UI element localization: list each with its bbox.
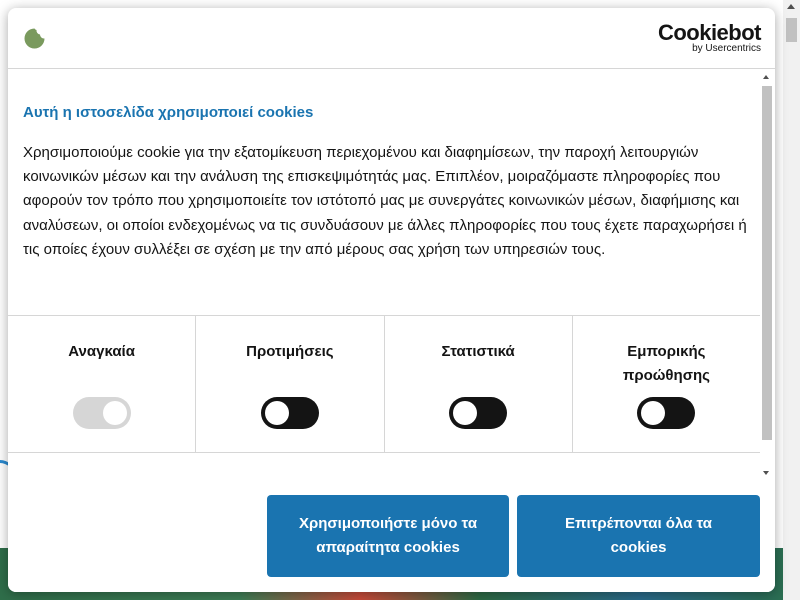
dialog-scrollbar[interactable] — [760, 70, 774, 480]
toggle-knob — [453, 401, 477, 425]
banner-description: Χρησιμοποιούμε cookie για την εξατομίκευση περιεχομένου και διαφημίσεων, την παροχή λειτουργιών κοινωνικών μέσων και την ανάλυση της επισκεψιμότητάς μας. Επιπλέον, μοιραζόμαστε πληροφορίες που αφορούν τον τρόπο που χρησιμοποιείτε τον ιστότοπό μας με συνεργάτες κοινωνικών μέσων, διαφήμισης και αναλύσεων, οι οποίοι ενδεχομένως να τις συνδυάσουν με άλλες πληροφορίες που τους έχετε παραχωρήσει ή τις οποίες έχουν συλλέξει σε σχέση με την από μέρους σας χρήση των υπηρεσιών τους. — [23, 144, 747, 258]
toggle-knob — [103, 401, 127, 425]
allow-all-cookies-button[interactable]: Επιτρέπονται όλα τα cookies — [517, 495, 760, 577]
dialog-scrollbar-thumb[interactable] — [762, 86, 772, 440]
toggle-knob — [641, 401, 665, 425]
scroll-up-arrow-icon[interactable] — [787, 4, 795, 9]
statistics-toggle[interactable] — [449, 397, 507, 429]
category-marketing — [573, 316, 760, 452]
use-necessary-only-button[interactable]: Χρησιμοποιήστε μόνο τα απαραίτητα cookies — [267, 495, 509, 577]
category-preferences — [196, 316, 384, 452]
page-scrollbar[interactable] — [783, 0, 800, 600]
necessary-toggle — [73, 397, 131, 429]
banner-heading: Αυτή η ιστοσελίδα χρησιμοποιεί cookies — [23, 104, 314, 121]
category-label: Προτιμήσεις — [246, 343, 334, 360]
preferences-toggle[interactable] — [261, 397, 319, 429]
dialog-body — [8, 70, 760, 480]
cookiebot-brand-logo — [658, 21, 761, 54]
brand-subtitle: by Usercentrics — [692, 43, 761, 54]
cookie-consent-dialog — [8, 8, 775, 592]
category-label: Στατιστικά — [441, 343, 515, 360]
scroll-down-arrow-icon[interactable] — [763, 471, 769, 475]
dialog-footer — [8, 480, 775, 592]
toggle-knob — [265, 401, 289, 425]
category-label: Αναγκαία — [68, 343, 135, 360]
cookie-categories — [8, 315, 760, 453]
page-scrollbar-thumb[interactable] — [786, 18, 797, 42]
cookie-logo-icon — [23, 27, 46, 50]
category-necessary — [8, 316, 196, 452]
brand-name: Cookiebot — [657, 20, 761, 45]
category-label: Εμπορικής προώθησης — [622, 343, 710, 384]
scroll-up-arrow-icon[interactable] — [763, 75, 769, 79]
dialog-header — [8, 8, 775, 69]
marketing-toggle[interactable] — [637, 397, 695, 429]
category-statistics — [385, 316, 573, 452]
